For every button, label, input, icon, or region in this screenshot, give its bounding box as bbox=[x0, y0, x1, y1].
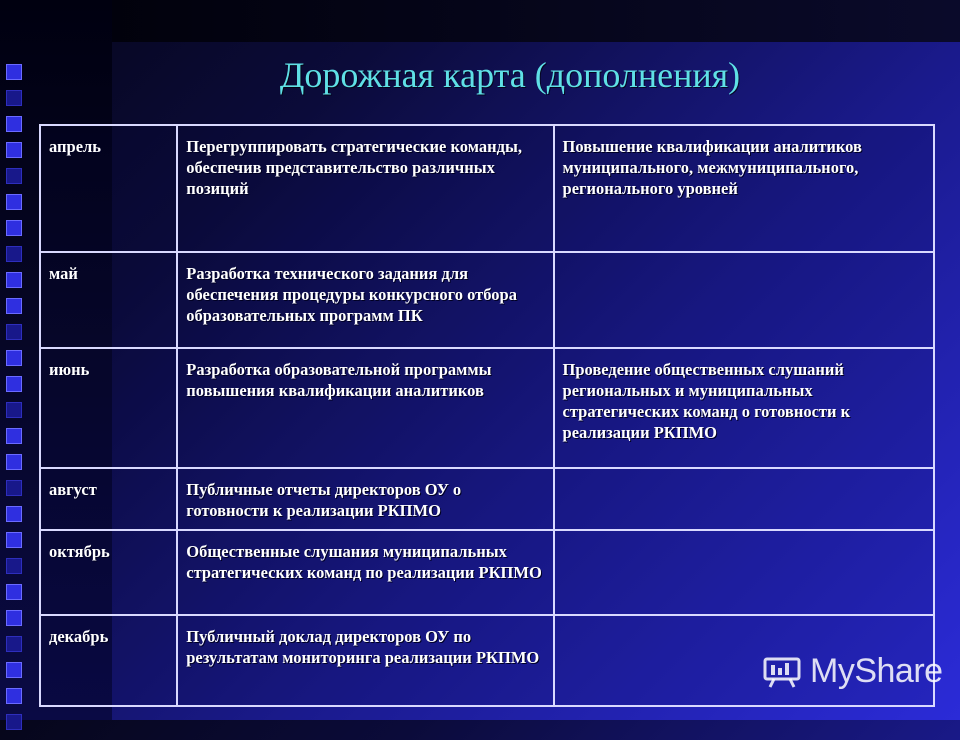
watermark-text: MyShare bbox=[810, 652, 943, 690]
task-cell bbox=[554, 252, 934, 348]
task-cell: Повышение квалификации аналитиков муниципального, межмуниципального, регионального уровней bbox=[554, 125, 934, 252]
square-decoration bbox=[6, 64, 22, 80]
square-decoration bbox=[6, 324, 22, 340]
month-cell: декабрь bbox=[40, 615, 177, 706]
square-decoration bbox=[6, 142, 22, 158]
task-cell: Общественные слушания муниципальных стратегических команд по реализации РКПМО bbox=[177, 530, 553, 615]
square-decoration bbox=[6, 168, 22, 184]
square-decoration bbox=[6, 714, 22, 730]
task-cell: Разработка технического задания для обеспечения процедуры конкурсного отбора образовательных программ ПК bbox=[177, 252, 553, 348]
task-cell: Публичные отчеты директоров ОУ о готовности к реализации РКПМО bbox=[177, 468, 553, 530]
month-cell: апрель bbox=[40, 125, 177, 252]
square-decoration bbox=[6, 350, 22, 366]
task-cell: Публичный доклад директоров ОУ по результатам мониторинга реализации РКПМО bbox=[177, 615, 553, 706]
table-row bbox=[40, 530, 934, 615]
table-row bbox=[40, 125, 934, 252]
square-decoration bbox=[6, 558, 22, 574]
square-decoration bbox=[6, 688, 22, 704]
square-decoration bbox=[6, 246, 22, 262]
square-decoration bbox=[6, 376, 22, 392]
square-decoration bbox=[6, 610, 22, 626]
square-decoration bbox=[6, 272, 22, 288]
square-decoration bbox=[6, 454, 22, 470]
square-decoration bbox=[6, 662, 22, 678]
roadmap-table bbox=[39, 124, 935, 707]
task-cell: Перегруппировать стратегические команды, обеспечив представительство различных позиций bbox=[177, 125, 553, 252]
square-decoration bbox=[6, 298, 22, 314]
month-cell: июнь bbox=[40, 348, 177, 468]
square-decoration bbox=[6, 90, 22, 106]
square-decoration bbox=[6, 506, 22, 522]
square-decoration bbox=[6, 402, 22, 418]
top-band bbox=[0, 0, 960, 42]
table-row bbox=[40, 252, 934, 348]
month-cell: май bbox=[40, 252, 177, 348]
slide-title: Дорожная карта (дополнения) bbox=[279, 55, 741, 95]
table-row bbox=[40, 468, 934, 530]
task-cell bbox=[554, 468, 934, 530]
presentation-board-icon bbox=[762, 655, 802, 689]
square-decoration bbox=[6, 480, 22, 496]
square-decoration bbox=[6, 220, 22, 236]
decorative-squares bbox=[6, 64, 38, 740]
square-decoration bbox=[6, 584, 22, 600]
month-cell: октябрь bbox=[40, 530, 177, 615]
square-decoration bbox=[6, 194, 22, 210]
watermark bbox=[762, 652, 943, 691]
square-decoration bbox=[6, 116, 22, 132]
task-cell bbox=[554, 530, 934, 615]
square-decoration bbox=[6, 428, 22, 444]
table-row bbox=[40, 348, 934, 468]
square-decoration bbox=[6, 532, 22, 548]
month-cell: август bbox=[40, 468, 177, 530]
square-decoration bbox=[6, 636, 22, 652]
task-cell: Проведение общественных слушаний региональных и муниципальных стратегических команд о готовности к реализации РКПМО bbox=[554, 348, 934, 468]
task-cell: Разработка образовательной программы повышения квалификации аналитиков bbox=[177, 348, 553, 468]
